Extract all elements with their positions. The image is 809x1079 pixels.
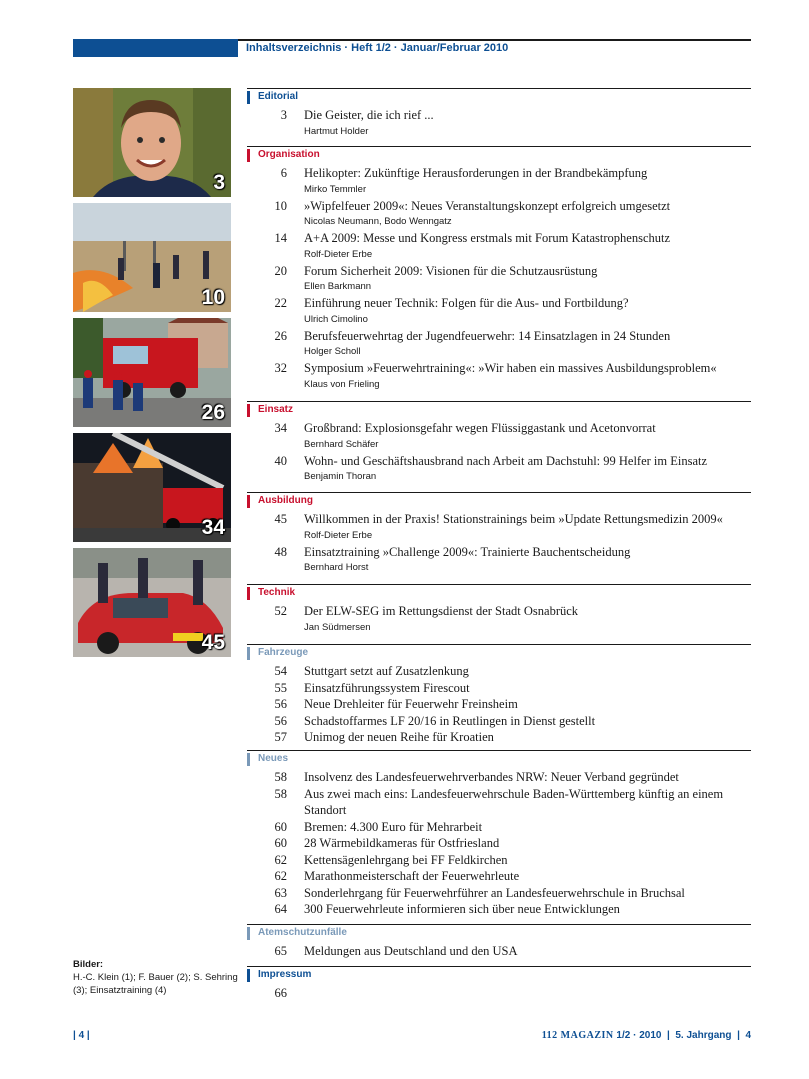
- entry-author: Benjamin Thoran: [304, 471, 377, 482]
- section-header: [247, 88, 751, 107]
- toc-section: [247, 924, 751, 960]
- footer-volume: 5. Jahrgang: [675, 1030, 732, 1041]
- page-title: Inhaltsverzeichnis · Heft 1/2 · Januar/Februar 2010: [246, 42, 509, 54]
- entry-title: Großbrand: Explosionsgefahr wegen Flüssiggastank und Acetonvorrat: [304, 421, 656, 435]
- footer-issue: 1/2 · 2010: [616, 1030, 662, 1041]
- section-header: [247, 750, 751, 769]
- entry-title: Einführung neuer Technik: Folgen für die Aus- und Fortbildung?: [304, 296, 629, 310]
- section-title: Organisation: [258, 149, 320, 160]
- entry-author: Bernhard Horst: [304, 562, 369, 573]
- toc-entry[interactable]: [247, 943, 751, 960]
- credits-label: Bilder:: [73, 959, 104, 970]
- section-header: [247, 966, 751, 985]
- entry-title: Unimog der neuen Reihe für Kroatien: [304, 730, 494, 744]
- entry-page-number: 20: [274, 263, 287, 278]
- toc-entry[interactable]: [247, 198, 751, 231]
- entry-author: Rolf-Dieter Erbe: [304, 248, 373, 260]
- entry-title: »Wipfelfeuer 2009«: Neues Veranstaltungskonzept erfolgreich umgesetzt: [304, 198, 671, 213]
- entry-page-number: 58: [274, 786, 287, 801]
- entry-author: Rolf-Dieter Erbe: [304, 529, 373, 541]
- photo-page-number: 34: [201, 516, 225, 539]
- entry-title: Willkommen in der Praxis! Stationstrainings beim »Update Rettungsmedizin 2009«: [304, 512, 723, 526]
- header-bar: [73, 39, 751, 57]
- section-marker: [247, 404, 250, 417]
- entry-page-number: 48: [274, 544, 287, 559]
- header-rule: [238, 39, 751, 41]
- entry-page-number: 60: [274, 836, 287, 850]
- toc-entry[interactable]: [247, 885, 751, 902]
- toc-entry[interactable]: [247, 901, 751, 918]
- entry-page-number: 14: [274, 231, 287, 245]
- toc-section: [247, 492, 751, 576]
- toc-entry[interactable]: [247, 360, 751, 393]
- entry-page-number: 10: [274, 198, 287, 213]
- page-footer: [73, 1030, 751, 1044]
- entry-title: Einsatzführungssystem Firescout: [304, 680, 470, 695]
- entry-title: Symposium »Feuerwehrtraining«: »Wir haben ein massives Ausbildungsproblem«: [304, 361, 717, 375]
- section-marker: [247, 647, 250, 660]
- footer-right: 112 MAGAZIN 1/2 · 2010 | 5. Jahrgang | 4: [541, 1030, 751, 1041]
- photo-page-number: 3: [213, 171, 225, 194]
- toc-section: [247, 401, 751, 485]
- photo-page-number: 10: [201, 286, 225, 309]
- entry-page-number: 6: [280, 166, 287, 180]
- toc-entry[interactable]: [247, 769, 751, 786]
- entry-page-number: 45: [274, 512, 287, 526]
- toc-entry[interactable]: [247, 295, 751, 328]
- photo-rescue-car[interactable]: [73, 548, 231, 657]
- entry-title: Aus zwei mach eins: Landesfeuerwehrschule Baden-Württemberg künftig an einem Standort: [304, 786, 724, 817]
- toc-section: [247, 88, 751, 140]
- entry-title: 28 Wärmebildkameras für Ostfriesland: [304, 836, 500, 850]
- toc-entry[interactable]: [247, 852, 751, 869]
- entry-author: Ulrich Cimolino: [304, 313, 368, 325]
- entry-page-number: 34: [274, 421, 287, 435]
- entry-page-number: 52: [274, 604, 287, 618]
- entry-title: Neue Drehleiter für Feuerwehr Freinsheim: [304, 697, 518, 711]
- photo-column: [73, 88, 231, 663]
- entry-page-number: 54: [274, 664, 287, 678]
- credits-text: H.-C. Klein (1); F. Bauer (2); S. Sehring (3); Einsatztraining (4): [73, 972, 238, 996]
- entry-title: Stuttgart setzt auf Zusatzlenkung: [304, 664, 469, 678]
- toc-entry[interactable]: [247, 713, 751, 730]
- entry-title: Forum Sicherheit 2009: Visionen für die Schutzausrüstung: [304, 263, 598, 278]
- entry-page-number: 32: [274, 361, 287, 375]
- entry-author: Hartmut Holder: [304, 125, 369, 137]
- entry-page-number: 60: [274, 819, 287, 834]
- entry-page-number: 40: [274, 453, 287, 468]
- entry-page-number: 26: [274, 328, 287, 343]
- photo-page-number: 45: [201, 631, 225, 654]
- section-header: [247, 584, 751, 603]
- photo-page-number: 26: [201, 401, 225, 424]
- entry-title: 300 Feuerwehrleute informieren sich über neue Entwicklungen: [304, 902, 620, 916]
- toc-section: [247, 750, 751, 918]
- toc-entry[interactable]: [247, 453, 751, 486]
- section-title: Atemschutzunfälle: [258, 927, 347, 938]
- entry-title: Der ELW-SEG im Rettungsdienst der Stadt Osnabrück: [304, 604, 579, 618]
- section-header: [247, 644, 751, 663]
- toc-entry[interactable]: [247, 263, 751, 296]
- section-header: [247, 492, 751, 511]
- entry-title: Bremen: 4.300 Euro für Mehrarbeit: [304, 819, 483, 834]
- entry-page-number: 56: [274, 713, 287, 728]
- footer-magazine: 112 MAGAZIN: [541, 1030, 614, 1041]
- toc-section: [247, 644, 751, 746]
- section-marker: [247, 753, 250, 766]
- toc-entry[interactable]: [247, 696, 751, 713]
- entry-page-number: 58: [274, 770, 287, 784]
- section-title: Neues: [258, 753, 289, 764]
- toc-entry[interactable]: [247, 868, 751, 885]
- entry-author: Ellen Barkmann: [304, 281, 372, 292]
- photo-night-fire[interactable]: [73, 433, 231, 542]
- toc-entry[interactable]: [247, 544, 751, 577]
- toc-entry[interactable]: [247, 680, 751, 697]
- section-marker: [247, 149, 250, 162]
- section-marker: [247, 969, 250, 982]
- footer-page-right: 4: [745, 1030, 751, 1041]
- entry-author: Jan Südmersen: [304, 621, 371, 633]
- photo-fire-truck[interactable]: [73, 318, 231, 427]
- entry-page-number: 55: [274, 680, 287, 695]
- entry-page-number: 66: [274, 986, 287, 1000]
- entry-page-number: 63: [274, 885, 287, 900]
- toc-entry[interactable]: [247, 819, 751, 836]
- entry-page-number: 57: [274, 730, 287, 744]
- toc-section: [247, 966, 751, 1000]
- entry-title: Meldungen aus Deutschland und den USA: [304, 944, 518, 958]
- section-marker: [247, 587, 250, 600]
- entry-page-number: 3: [280, 108, 287, 122]
- toc-entry[interactable]: [247, 230, 751, 263]
- entry-title: Die Geister, die ich rief ...: [304, 108, 434, 122]
- portrait-image: [73, 88, 231, 197]
- section-marker: [247, 927, 250, 940]
- entry-title: Sonderlehrgang für Feuerwehrführer an Landesfeuerwehrschule in Bruchsal: [304, 885, 685, 900]
- toc-entry[interactable]: [247, 165, 751, 198]
- entry-title: Helikopter: Zukünftige Herausforderungen in der Brandbekämpfung: [304, 166, 648, 180]
- section-title: Einsatz: [258, 404, 294, 415]
- entry-title: Marathonmeisterschaft der Feuerwehrleute: [304, 869, 520, 883]
- photo-field-fire[interactable]: [73, 203, 231, 312]
- entry-title: A+A 2009: Messe und Kongress erstmals mit Forum Katastrophenschutz: [304, 231, 671, 245]
- entry-title: Berufsfeuerwehrtag der Jugendfeuerwehr: 14 Einsatzlagen in 24 Stunden: [304, 328, 671, 343]
- entry-page-number: 22: [274, 296, 287, 310]
- entry-page-number: 65: [274, 944, 287, 958]
- section-title: Fahrzeuge: [258, 647, 309, 658]
- toc-entry[interactable]: [247, 835, 751, 852]
- photo-portrait[interactable]: [73, 88, 231, 197]
- section-title: Ausbildung: [258, 495, 313, 506]
- entry-title: Wohn- und Geschäftshausbrand nach Arbeit am Dachstuhl: 99 Helfer im Einsatz: [304, 453, 708, 468]
- entry-page-number: 62: [274, 852, 287, 867]
- section-header: [247, 401, 751, 420]
- section-header: [247, 924, 751, 943]
- entry-title: Einsatztraining »Challenge 2009«: Trainierte Bauchentscheidung: [304, 544, 631, 559]
- entry-title: Kettensägenlehrgang bei FF Feldkirchen: [304, 852, 508, 867]
- toc-entry[interactable]: [247, 603, 751, 636]
- section-marker: [247, 91, 250, 104]
- entry-page-number: 62: [274, 869, 287, 883]
- section-title: Impressum: [258, 969, 312, 980]
- toc-section: [247, 584, 751, 636]
- entry-author: Mirko Temmler: [304, 183, 367, 195]
- footer-page-left: | 4 |: [73, 1030, 90, 1041]
- toc-entry[interactable]: [247, 107, 751, 140]
- image-credits: [73, 958, 243, 997]
- toc-entry[interactable]: [247, 663, 751, 680]
- toc-entry[interactable]: [247, 328, 751, 361]
- toc-entry[interactable]: [247, 786, 751, 819]
- toc-entry[interactable]: [247, 420, 751, 453]
- section-title: Editorial: [258, 91, 299, 102]
- entry-author: Holger Scholl: [304, 346, 361, 357]
- section-title: Technik: [258, 587, 296, 598]
- toc-entry[interactable]: [247, 511, 751, 544]
- section-header: [247, 146, 751, 165]
- entry-author: Klaus von Frieling: [304, 378, 380, 390]
- entry-title: Insolvenz des Landesfeuerwehrverbandes NRW: Neuer Verband gegründet: [304, 770, 679, 784]
- toc-entry[interactable]: [247, 729, 751, 746]
- entry-author: Bernhard Schäfer: [304, 438, 379, 450]
- entry-author: Nicolas Neumann, Bodo Wenngatz: [304, 216, 452, 227]
- section-marker: [247, 495, 250, 508]
- header-blue-block: [73, 39, 238, 57]
- entry-title: Schadstoffarmes LF 20/16 in Reutlingen in Dienst gestellt: [304, 713, 596, 728]
- entry-page-number: 56: [274, 697, 287, 711]
- entry-page-number: 64: [274, 902, 287, 916]
- toc-section: [247, 146, 751, 393]
